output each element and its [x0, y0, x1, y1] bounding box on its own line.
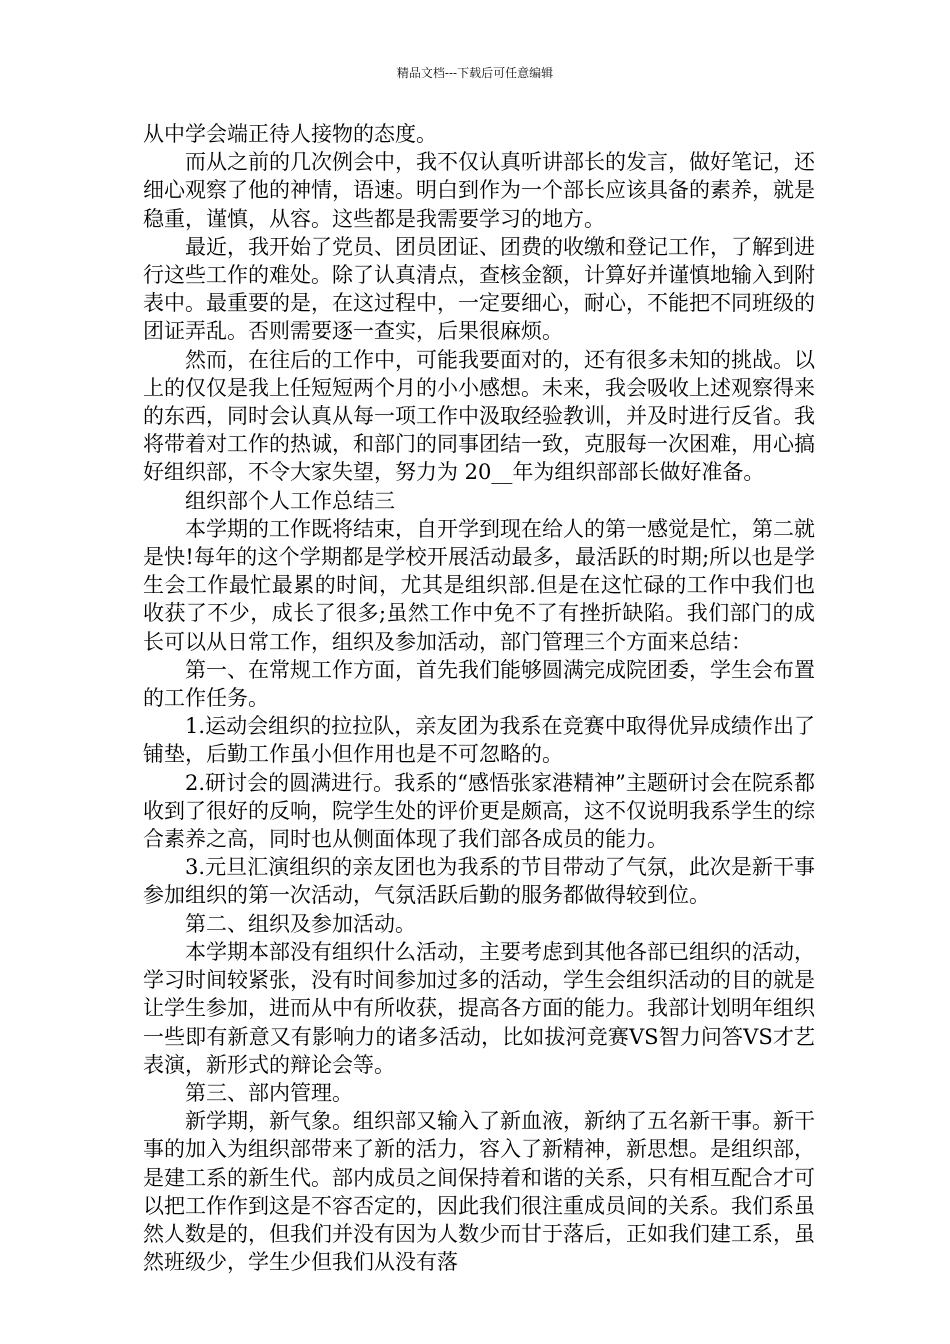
paragraph-7: 第一、在常规工作方面，首先我们能够圆满完成院团委，学生会布置的工作任务。	[143, 657, 815, 711]
list-item-2: 2.研讨会的圆满进行。我系的“感悟张家港精神”主题研讨会在院系都收到了很好的反响，院学生处的评价更是颇高，这不仅说明我系学生的综合素养之高，同时也从侧面体现了我们部各成员的能力。	[143, 770, 815, 852]
paragraph-2: 而从之前的几次例会中，我不仅认真听讲部长的发言，做好笔记，还细心观察了他的神情，语速。明白到作为一个部长应该具备的素养，就是稳重，谨慎，从容。这些都是我需要学习的地方。	[143, 150, 815, 231]
page-header: 精品文档---下载后可任意编辑	[396, 66, 554, 80]
section-heading-3: 组织部个人工作总结三	[185, 488, 395, 513]
paragraph-6: 本学期的工作既将结束，自开学到现在给人的第一感觉是忙，第二就是快!每年的这个学期都是学校开展活动最多，最活跃的时期;所以也是学生会工作最忙最累的时间，尤其是组织部.但是在这忙碌的工作中我们也收获了不少，成长了很多;虽然工作中免不了有挫折缺陷。我们部门的成长可以从日常工作，组织及参加活动，部门管理三个方面来总结：	[143, 516, 815, 654]
subheading-2: 第二、组织及参加活动。	[185, 911, 416, 936]
list-item-1: 1.运动会组织的拉拉队，亲友团为我系在竞赛中取得优异成绩作出了铺垫，后勤工作虽小但作用也是不可忽略的。	[143, 714, 815, 767]
subheading-3: 第三、部内管理。	[185, 1080, 353, 1105]
paragraph-14: 新学期，新气象。组织部又输入了新血液，新纳了五名新干事。新干事的加入为组织部带来了新的活力，容入了新精神，新思想。是组织部，是建工系的新生代。部内成员之间保持着和谐的关系，只有相互配合才可以把工作作到这是不容否定的，因此我们很注重成员间的关系。我们系虽然人数是的，但我们并没有因为人数少而甘于落后，正如我们建工系，虽然班级少，学生少但我们从没有落	[143, 1109, 815, 1275]
paragraph-1: 从中学会端正待人接物的态度。	[143, 122, 437, 146]
document-body	[143, 120, 815, 1276]
paragraph-3: 最近，我开始了党员、团员团证、团费的收缴和登记工作，了解到进行这些工作的难处。除了认真清点，查核金额，计算好并谨慎地输入到附表中。最重要的是，在这过程中，一定要细心，耐心，不能把不同班级的团证弄乱。否则需要逐一查实，后果很麻烦。	[143, 234, 815, 344]
list-item-3: 3.元旦汇演组织的亲友团也为我系的节目带动了气氛，此次是新干事参加组织的第一次活动，气氛活跃后勤的服务都做得较到位。	[143, 855, 815, 908]
paragraph-12: 本学期本部没有组织什么活动，主要考虑到其他各部已组织的活动，学习时间较紧张，没有时间参加过多的活动，学生会组织活动的目的就是让学生参加，进而从中有所收获，提高各方面的能力。我部计划明年组织一些即有新意又有影响力的诸多活动，比如拔河竞赛VS智力问答VS才艺表演，新形式的辩论会等。	[143, 939, 815, 1077]
paragraph-4: 然而，在往后的工作中，可能我要面对的，还有很多未知的挑战。以上的仅仅是我上任短短两个月的小小感想。未来，我会吸收上述观察得来的东西，同时会认真从每一项工作中汲取经验教训，并及时进行反省。我将带着对工作的热诚，和部门的同事团结一致，克服每一次困难，用心搞好组织部，不令大家失望，努力为 20__年为组织部部长做好准备。	[143, 347, 815, 485]
